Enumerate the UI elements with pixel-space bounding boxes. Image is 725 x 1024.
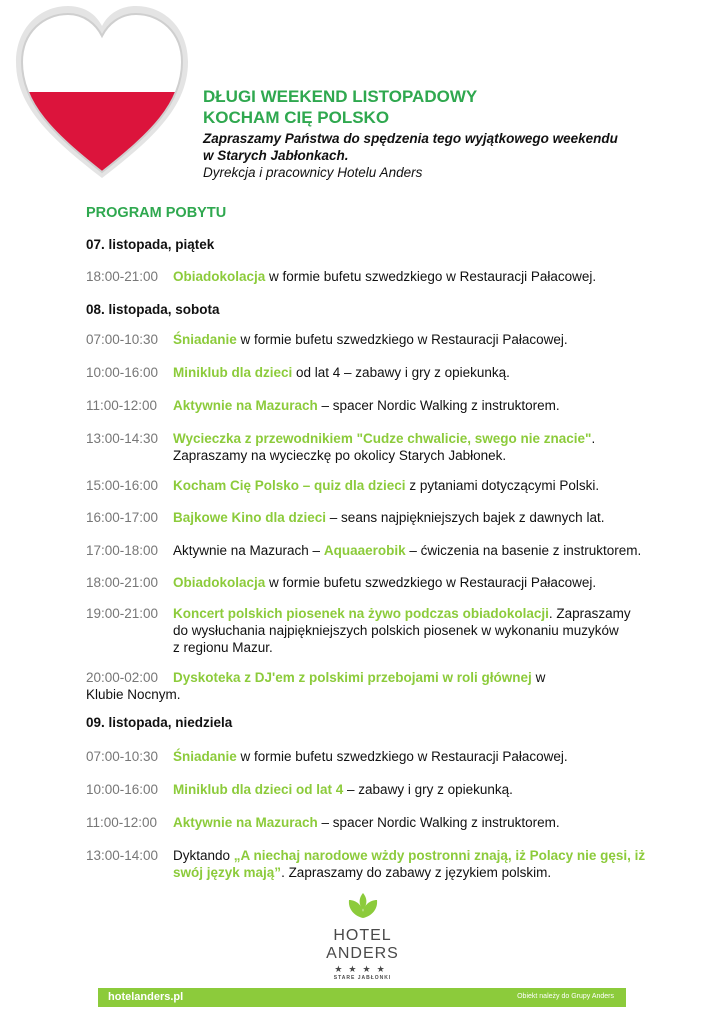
- event-desc: w formie bufetu szwedzkiego w Restauracji Pałacowej.: [265, 575, 597, 590]
- event-subtitle: KOCHAM CIĘ POLSKO: [203, 108, 390, 127]
- event-desc: w formie bufetu szwedzkiego w Restauracji Pałacowej.: [265, 269, 597, 284]
- event-row: [86, 430, 656, 464]
- hotel-leaf-icon: [346, 890, 380, 920]
- event-desc: z pytaniami dotyczącymi Polski.: [405, 478, 600, 493]
- event-desc: – spacer Nordic Walking z instruktorem.: [317, 398, 560, 413]
- logo-name: HOTEL ANDERS: [326, 927, 399, 962]
- event-time: 16:00-17:00: [86, 510, 159, 525]
- event-pre: Dyktando: [173, 848, 234, 863]
- event-desc: – spacer Nordic Walking z instruktorem.: [317, 815, 560, 830]
- event-highlight: Obiadokolacja: [173, 575, 266, 590]
- day-heading-3: 09. listopada, niedziela: [86, 715, 233, 730]
- event-highlight: Śniadanie: [173, 749, 237, 764]
- event-highlight: Obiadokolacja: [173, 269, 266, 284]
- event-row: [86, 814, 656, 831]
- event-title: DŁUGI WEEKEND LISTOPADOWY: [203, 87, 478, 106]
- event-row: [86, 268, 656, 285]
- event-highlight: Wycieczka z przewodnikiem "Cudze chwalicie, swego nie znacie": [173, 431, 592, 446]
- event-row: [86, 397, 656, 414]
- event-row: [86, 477, 656, 494]
- event-time: 13:00-14:30: [86, 431, 159, 446]
- event-highlight: Kocham Cię Polsko – quiz dla dzieci: [173, 478, 406, 493]
- event-highlight: Śniadanie: [173, 332, 237, 347]
- event-desc: .: [591, 431, 596, 446]
- logo-subtitle: STARE JABŁONKI: [333, 975, 392, 981]
- signature: Dyrekcja i pracownicy Hotelu Anders: [203, 165, 423, 180]
- event-time: 11:00-12:00: [86, 815, 158, 830]
- footer-group-note: Obiekt należy do Grupy Anders: [517, 993, 614, 1000]
- event-row: [86, 509, 656, 526]
- hotel-logo: [300, 890, 425, 981]
- event-desc: – seans najpiękniejszych bajek z dawnych lat.: [326, 510, 605, 525]
- event-time: 17:00-18:00: [86, 543, 159, 558]
- header-block: [203, 86, 683, 181]
- event-desc-line-2: Zapraszamy na wycieczkę po okolicy Starych Jabłonek.: [173, 448, 507, 463]
- event-row: [86, 574, 656, 591]
- logo-stars: ★★★★: [334, 964, 391, 974]
- event-desc: od lat 4 – zabawy i gry z opiekunką.: [292, 365, 510, 380]
- event-row: [86, 847, 646, 881]
- event-highlight: „A niechaj narodowe wżdy postronni znają, iż Polacy nie gęsi, iż swój język mają”: [173, 848, 646, 880]
- event-time: 20:00-02:00: [86, 670, 159, 685]
- event-highlight: Dyskoteka z DJ'em z polskimi przebojami w roli głównej: [173, 670, 532, 685]
- event-time: 19:00-21:00: [86, 606, 159, 621]
- event-desc-line-2: do wysłuchania najpiękniejszych polskich piosenek w wykonaniu muzyków: [173, 623, 619, 638]
- event-time: 18:00-21:00: [86, 575, 159, 590]
- event-row: [86, 669, 586, 703]
- event-desc-line-3: z regionu Mazur.: [173, 640, 273, 655]
- event-time: 11:00-12:00: [86, 398, 158, 413]
- event-row: [86, 748, 656, 765]
- event-highlight: Koncert polskich piosenek na żywo podczas obiadokolacji: [173, 606, 549, 621]
- event-highlight: Aktywnie na Mazurach: [173, 398, 318, 413]
- event-time: 13:00-14:00: [86, 848, 159, 863]
- event-desc: w formie bufetu szwedzkiego w Restauracji Pałacowej.: [236, 332, 568, 347]
- event-time: 15:00-16:00: [86, 478, 159, 493]
- event-highlight: Aquaaerobik: [323, 543, 406, 558]
- event-desc: – zabawy i gry z opiekunką.: [343, 782, 513, 797]
- event-time: 18:00-21:00: [86, 269, 159, 284]
- footer-website[interactable]: hotelanders.pl: [108, 991, 184, 1003]
- event-time: 07:00-10:30: [86, 332, 159, 347]
- event-time: 07:00-10:30: [86, 749, 159, 764]
- event-row: [86, 331, 656, 348]
- event-highlight: Aktywnie na Mazurach: [173, 815, 318, 830]
- event-row: [86, 781, 656, 798]
- event-desc: w Klubie Nocnym.: [86, 670, 546, 702]
- event-row: [86, 364, 656, 381]
- day-heading-1: 07. listopada, piątek: [86, 237, 215, 252]
- event-highlight: Bajkowe Kino dla dzieci: [173, 510, 327, 525]
- program-title: PROGRAM POBYTU: [86, 205, 227, 221]
- heart-flag-graphic: [14, 4, 190, 184]
- event-highlight: Miniklub dla dzieci od lat 4: [173, 782, 344, 797]
- event-pre: Aktywnie na Mazurach –: [173, 543, 324, 558]
- event-time: 10:00-16:00: [86, 782, 159, 797]
- event-desc: – ćwiczenia na basenie z instruktorem.: [405, 543, 642, 558]
- event-highlight: Miniklub dla dzieci: [173, 365, 293, 380]
- invitation-line-1: Zapraszamy Państwa do spędzenia tego wyjątkowego weekendu: [203, 131, 618, 146]
- event-time: 10:00-16:00: [86, 365, 159, 380]
- invitation-line-2: w Starych Jabłonkach.: [203, 148, 349, 163]
- event-desc: . Zapraszamy: [548, 606, 631, 621]
- event-row: [86, 605, 656, 656]
- day-heading-2: 08. listopada, sobota: [86, 302, 220, 317]
- event-row: [86, 542, 656, 559]
- event-desc: w formie bufetu szwedzkiego w Restauracji Pałacowej.: [236, 749, 568, 764]
- footer-bar: [98, 988, 626, 1007]
- event-desc: . Zapraszamy do zabawy z językiem polskim.: [281, 865, 552, 880]
